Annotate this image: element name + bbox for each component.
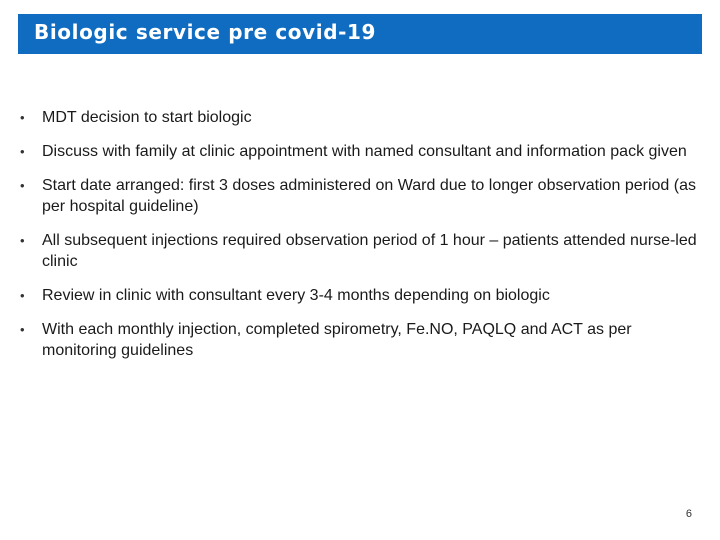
bullet-item <box>20 285 710 306</box>
bullet-item <box>20 319 710 361</box>
slide-title: Biologic service pre covid-19 <box>34 20 377 44</box>
bullet-icon: • <box>20 233 25 248</box>
page-number: 6 <box>685 508 692 520</box>
bullet-icon: • <box>20 288 25 303</box>
bullet-icon: • <box>20 110 25 125</box>
bullet-text: MDT decision to start biologic <box>42 109 252 126</box>
bullet-item <box>20 230 710 272</box>
bullet-text: Review in clinic with consultant every 3-4 months depending on biologic <box>42 287 550 304</box>
bullet-text: All subsequent injections required observation period of 1 hour – patients attended nurse-led clinic <box>42 232 697 270</box>
bullet-item <box>20 107 710 128</box>
bullet-icon: • <box>20 144 25 159</box>
bullet-text: Start date arranged: first 3 doses administered on Ward due to longer observation period (as per hospital guideline) <box>42 177 696 215</box>
bullet-text: Discuss with family at clinic appointment with named consultant and information pack given <box>42 143 687 160</box>
bullet-item <box>20 175 710 217</box>
bullet-icon: • <box>20 322 25 337</box>
bullet-item <box>20 141 710 162</box>
bullet-list <box>20 107 710 374</box>
title-bar <box>18 14 702 54</box>
bullet-icon: • <box>20 178 25 193</box>
bullet-text: With each monthly injection, completed spirometry, Fe.NO, PAQLQ and ACT as per monitoring guidelines <box>42 321 632 359</box>
